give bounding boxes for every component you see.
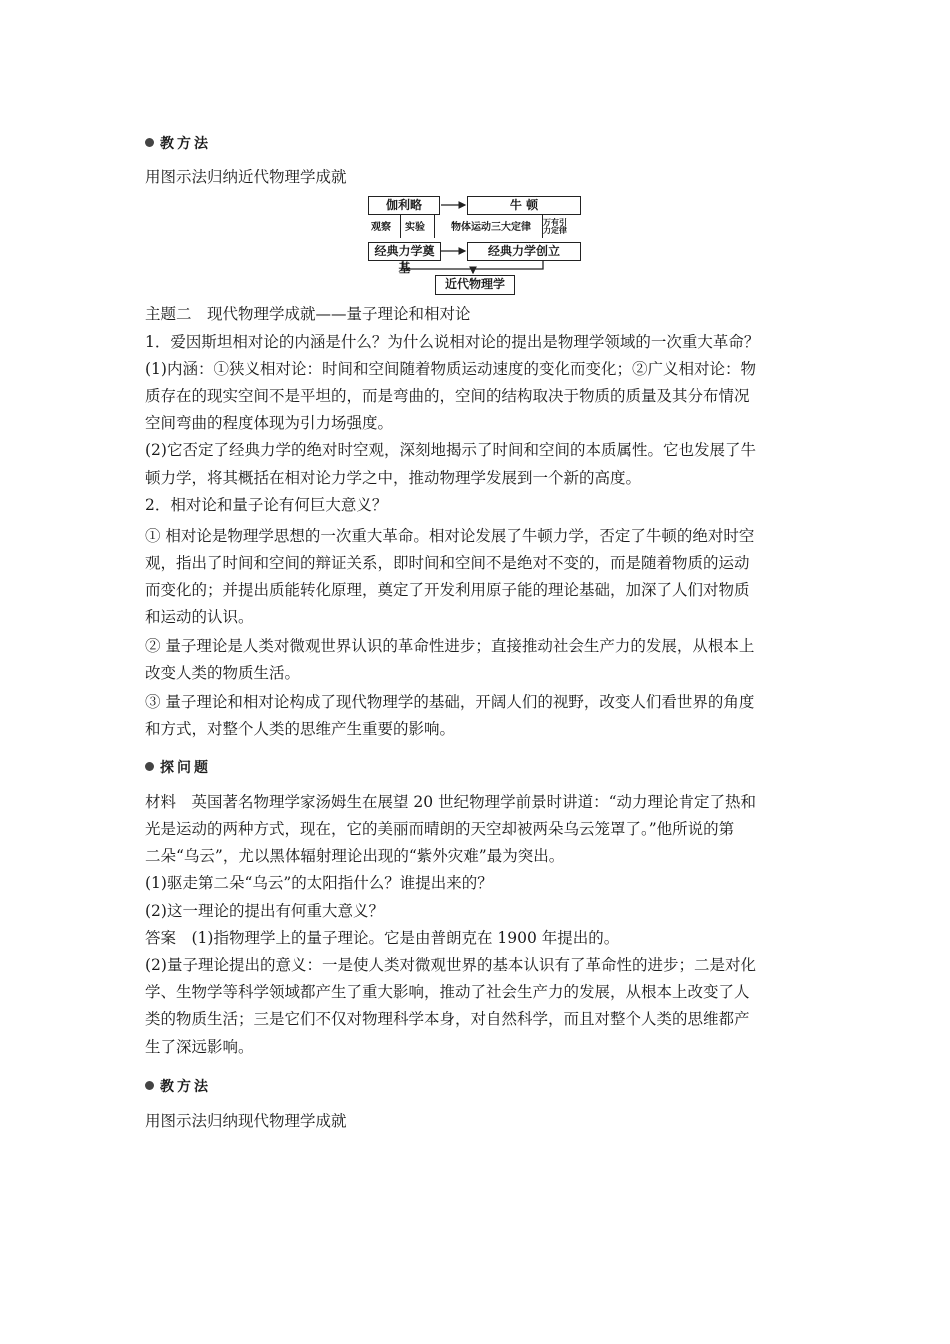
heading-text: 教方法 <box>160 1079 211 1095</box>
paragraph-line: 学、生物学等科学领域都产生了重大影响，推动了社会生产力的发展，从根本上改变了人 <box>145 983 750 1001</box>
paragraph-line: (2)量子理论提出的意义：一是使人类对微观世界的基本认识有了革命性的进步；二是对化 <box>145 956 756 974</box>
newton-box: 牛 顿 <box>467 196 581 215</box>
foundation-box: 经典力学奠基 <box>368 242 441 261</box>
diagram-divider-right <box>542 214 543 238</box>
paragraph-line: 生了深远影响。 <box>145 1038 254 1056</box>
gravity-label-line1: 万有引 <box>543 218 567 227</box>
paragraph-line: 光是运动的两种方式，现在，它的美丽而晴朗的天空却被两朵乌云笼罩了。”他所说的第 <box>145 820 735 838</box>
bullet-icon <box>145 138 154 147</box>
modern-physics-diagram <box>365 193 585 299</box>
diagram-divider-mid <box>434 214 435 238</box>
topic2-title: 主题二 现代物理学成就——量子理论和相对论 <box>145 305 471 323</box>
paragraph-line: ③ 量子理论和相对论构成了现代物理学的基础，开阔人们的视野，改变人们看世界的角度 <box>145 693 755 711</box>
paragraph-line: 二朵“乌云”，尤以黑体辐射理论出现的“紫外灾难”最为突出。 <box>145 847 565 865</box>
paragraph-line: (1)内涵：①狭义相对论：时间和空间随着物质运动速度的变化而变化；②广义相对论：物 <box>145 360 756 378</box>
observe-label: 观察 <box>371 222 391 233</box>
galileo-box: 伽利略 <box>368 196 440 215</box>
paragraph-line: 和运动的认识。 <box>145 608 254 626</box>
section-heading-teaching-method-2 <box>145 1076 810 1098</box>
paragraph-line: 而变化的；并提出质能转化原理，奠定了开发利用原子能的理论基础，加深了人们对物质 <box>145 581 750 599</box>
paragraph-line: 观，指出了时间和空间的辩证关系，即时间和空间不是绝对不变的，而是随着物质的运动 <box>145 554 750 572</box>
heading-text: 探问题 <box>160 760 211 776</box>
modern-physics-box: 近代物理学 <box>435 275 515 295</box>
answer-line: 答案 (1)指物理学上的量子理论。它是由普朗克在 1900 年提出的。 <box>145 929 620 947</box>
paragraph-line: (2)这一理论的提出有何重大意义？ <box>145 902 384 920</box>
paragraph-line: 空间弯曲的程度体现为引力场强度。 <box>145 414 394 432</box>
paragraph-line: 改变人类的物质生活。 <box>145 664 301 682</box>
paragraph-line: 质存在的现实空间不是平坦的，而是弯曲的，空间的结构取决于物质的质量及其分布情况 <box>145 387 750 405</box>
heading-text: 教方法 <box>160 136 211 152</box>
intro-text-2: 用图示法归纳现代物理学成就 <box>145 1112 347 1130</box>
section-heading-explore-questions <box>145 757 810 779</box>
paragraph-line: 类的物质生活；三是它们不仅对物理科学本身，对自然科学，而且对整个人类的思维都产 <box>145 1010 750 1028</box>
paragraph-line: 顿力学，将其概括在相对论力学之中，推动物理学发展到一个新的高度。 <box>145 469 642 487</box>
section-heading-teaching-method <box>145 133 810 155</box>
bullet-icon <box>145 762 154 771</box>
experiment-label: 实验 <box>405 222 425 233</box>
paragraph-line: (1)驱走第二朵“乌云”的太阳指什么？谁提出来的？ <box>145 874 493 892</box>
paragraph-line: 和方式，对整个人类的思维产生重要的影响。 <box>145 720 456 738</box>
paragraph-line: ② 量子理论是人类对微观世界认识的革命性进步；直接推动社会生产力的发展，从根本上 <box>145 637 755 655</box>
paragraph-line: ① 相对论是物理学思想的一次重大革命。相对论发展了牛顿力学，否定了牛顿的绝对时空 <box>145 527 755 545</box>
diagram-divider-left <box>400 214 401 238</box>
established-box: 经典力学创立 <box>467 242 581 261</box>
bullet-icon <box>145 1081 154 1090</box>
paragraph-line: 2．相对论和量子论有何巨大意义？ <box>145 496 388 514</box>
intro-text: 用图示法归纳近代物理学成就 <box>145 168 347 186</box>
three-laws-label: 物体运动三大定律 <box>451 222 531 233</box>
paragraph-line: 1．爱因斯坦相对论的内涵是什么？为什么说相对论的提出是物理学领域的一次重大革命？ <box>145 333 760 351</box>
paragraph-line: 材料 英国著名物理学家汤姆生在展望 20 世纪物理学前景时讲道：“动力理论肯定了热和 <box>145 793 757 811</box>
paragraph-line: (2)它否定了经典力学的绝对时空观，深刻地揭示了时间和空间的本质属性。它也发展了牛 <box>145 441 756 459</box>
gravity-label-line2: 力定律 <box>543 226 567 235</box>
